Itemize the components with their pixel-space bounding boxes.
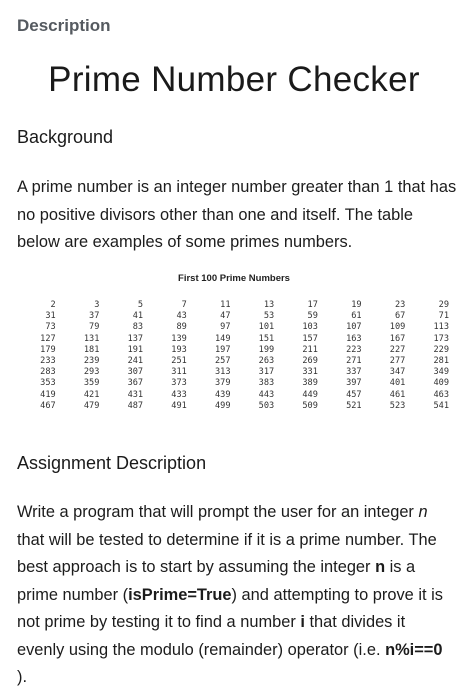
modulo-expression: n%i==0 (385, 640, 443, 659)
prime-cell: 67 (394, 311, 406, 322)
prime-cell: 349 (433, 367, 449, 378)
prime-cell: 379 (214, 378, 231, 389)
prime-cell: 491 (171, 400, 187, 411)
var-i: i (300, 613, 305, 631)
prime-cell: 337 (346, 367, 362, 378)
prime-cell: 499 (214, 400, 231, 411)
assignment-text-6: ). (17, 668, 28, 686)
prime-cell: 463 (433, 389, 449, 400)
prime-cell: 83 (132, 322, 144, 333)
prime-cell: 103 (302, 322, 318, 333)
prime-cell: 97 (220, 322, 231, 333)
prime-cell: 331 (302, 367, 318, 378)
background-heading: Background (17, 127, 114, 147)
prime-cell: 283 (40, 367, 56, 378)
prime-cell: 31 (45, 311, 56, 322)
prime-cell: 523 (389, 400, 406, 411)
prime-cell: 401 (389, 378, 406, 389)
prime-cell: 59 (307, 311, 318, 322)
prime-cell: 317 (258, 367, 275, 378)
prime-cell: 43 (176, 311, 187, 322)
prime-cell: 521 (346, 400, 362, 411)
prime-cell: 131 (83, 333, 100, 344)
var-n-bold: n (375, 558, 386, 576)
prime-cell: 233 (40, 356, 56, 367)
prime-cell: 3 (94, 300, 100, 310)
assignment-heading: Assignment Description (17, 453, 207, 473)
prime-cell: 19 (351, 300, 362, 310)
prime-cell: 461 (389, 389, 406, 400)
prime-cell: 139 (171, 333, 187, 344)
prime-cell: 229 (433, 344, 449, 355)
prime-cell: 193 (171, 344, 187, 355)
prime-cell: 5 (137, 300, 144, 310)
prime-cell: 431 (127, 389, 144, 400)
prime-cell: 13 (263, 300, 275, 310)
prime-cell: 71 (438, 311, 449, 322)
prime-cell: 227 (389, 344, 406, 355)
prime-cell: 2 (50, 300, 56, 310)
prime-cell: 479 (83, 400, 100, 411)
prime-cell: 389 (302, 378, 318, 389)
prime-cell: 239 (83, 356, 100, 367)
prime-cell: 433 (171, 389, 187, 400)
assignment-text-1: Write a program that will prompt the user for an integer (17, 503, 419, 521)
prime-cell: 23 (394, 300, 406, 310)
prime-cell: 41 (132, 311, 144, 322)
isprime-code: isPrime=True (128, 585, 232, 604)
assignment-text-5: that divides it evenly using the modulo (remainder) operator (i.e. (17, 613, 406, 659)
prime-cell: 421 (83, 389, 100, 400)
background-paragraph: A prime number is an integer number greater than 1 that has no positive divisors other than one and itself. The table below are examples of some primes numbers. (17, 178, 457, 251)
prime-cell: 61 (351, 311, 362, 322)
prime-cell: 179 (40, 344, 56, 355)
assignment-text-3: is a prime number ( (17, 558, 416, 604)
prime-cell: 107 (346, 322, 362, 333)
prime-cell: 293 (83, 367, 100, 378)
prime-cell: 311 (171, 367, 187, 378)
prime-cell: 89 (176, 322, 187, 333)
prime-cell: 353 (40, 378, 56, 389)
prime-cell: 11 (220, 300, 231, 310)
prime-cell: 157 (302, 333, 318, 344)
prime-cell: 373 (171, 378, 187, 389)
prime-cell: 79 (89, 322, 100, 333)
prime-cell: 439 (214, 389, 231, 400)
prime-cell: 17 (307, 300, 318, 310)
prime-cell: 467 (40, 400, 56, 411)
prime-cell: 199 (258, 344, 275, 355)
prime-table (15, 300, 452, 412)
prime-cell: 47 (220, 311, 231, 322)
prime-cell: 271 (346, 356, 362, 367)
prime-cell: 251 (171, 356, 187, 367)
prime-cell: 149 (214, 333, 231, 344)
prime-cell: 181 (83, 344, 100, 355)
prime-cell: 281 (433, 356, 449, 367)
prime-cell: 73 (45, 322, 56, 333)
prime-cell: 277 (389, 356, 406, 367)
prime-cell: 449 (302, 389, 318, 400)
prime-cell: 137 (127, 333, 144, 344)
prime-cell: 113 (433, 322, 449, 333)
assignment-paragraph (17, 499, 457, 692)
prime-cell: 269 (302, 356, 318, 367)
prime-cell: 53 (263, 311, 275, 322)
prime-cell: 419 (40, 389, 56, 400)
prime-cell: 109 (389, 322, 406, 333)
prime-cell: 359 (83, 378, 100, 389)
prime-cell: 167 (389, 333, 406, 344)
prime-cell: 197 (214, 344, 231, 355)
prime-cell: 487 (127, 400, 144, 411)
prime-cell: 457 (346, 389, 362, 400)
prime-cell: 173 (433, 333, 449, 344)
prime-cell: 409 (433, 378, 449, 389)
prime-cell: 443 (258, 389, 275, 400)
prime-cell: 307 (127, 367, 144, 378)
prime-cell: 7 (181, 300, 187, 310)
description-label: Description (17, 16, 111, 35)
prime-cell: 397 (346, 378, 362, 389)
prime-cell: 29 (438, 300, 449, 310)
prime-cell: 313 (214, 367, 231, 378)
prime-cell: 367 (127, 378, 144, 389)
prime-cell: 151 (258, 333, 275, 344)
prime-cell: 509 (302, 400, 318, 411)
page-title: Prime Number Checker (48, 60, 420, 99)
prime-cell: 263 (258, 356, 275, 367)
prime-cell: 191 (127, 344, 144, 355)
prime-cell: 163 (346, 333, 362, 344)
prime-cell: 383 (258, 378, 275, 389)
assignment-text-2: that will be tested to determine if it is a prime number. The best approach is to start by assuming the integer (17, 530, 437, 576)
assignment-text-4: ) and attempting to prove it is not prime by testing it to find a number (17, 585, 443, 631)
prime-cell: 503 (258, 400, 275, 411)
prime-cell: 347 (389, 367, 406, 378)
prime-cell: 241 (127, 356, 144, 367)
prime-cell: 223 (346, 344, 362, 355)
prime-cell: 541 (433, 400, 449, 411)
prime-table-caption: First 100 Prime Numbers (178, 273, 290, 284)
prime-cell: 127 (40, 333, 56, 344)
prime-cell: 101 (258, 322, 275, 333)
var-n: n (418, 503, 428, 521)
prime-cell: 37 (89, 311, 100, 322)
prime-cell: 211 (302, 344, 318, 355)
prime-cell: 257 (214, 356, 231, 367)
